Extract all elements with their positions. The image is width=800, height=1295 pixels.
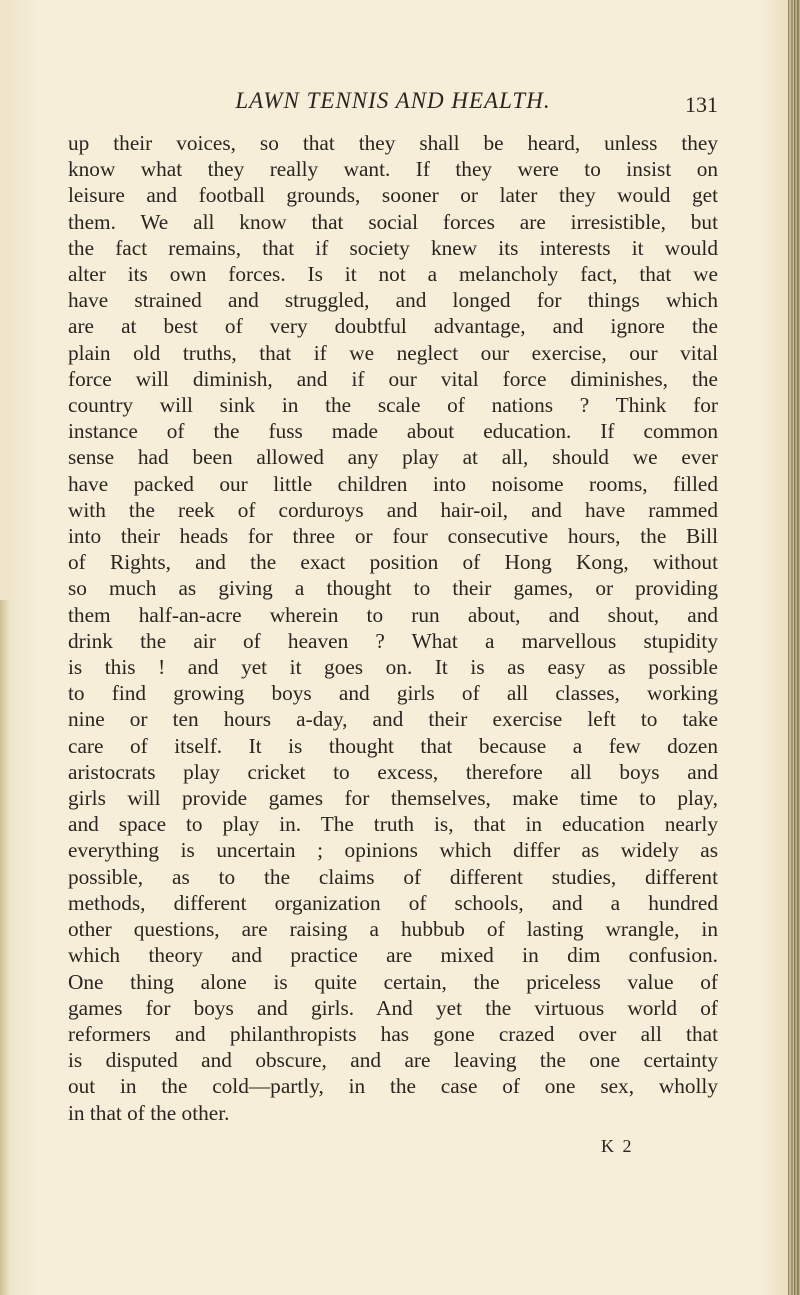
text-line: aristocrats play cricket to excess, therefore all boys and (68, 759, 718, 784)
text-line: instance of the fuss made about education. If common (68, 419, 718, 444)
text-line: possible, as to the claims of different studies, different (68, 864, 718, 889)
text-line: to find growing boys and girls of all classes, working (68, 681, 718, 706)
page-gutter-shadow (0, 600, 10, 1295)
text-line: have packed our little children into noisome rooms, filled (68, 471, 718, 496)
text-line: into their heads for three or four consecutive hours, the Bill (68, 524, 718, 549)
text-line: is disputed and obscure, and are leaving the one certainty (68, 1048, 718, 1073)
text-line: leisure and football grounds, sooner or later they would get (68, 183, 718, 208)
signature-mark: K 2 (601, 1136, 634, 1156)
text-line: are at best of very doubtful advantage, and ignore the (68, 314, 718, 339)
text-line: know what they really want. If they were to insist on (68, 157, 718, 182)
text-line: with the reek of corduroys and hair-oil, and have rammed (68, 497, 718, 522)
text-line: games for boys and girls. And yet the virtuous world of (68, 995, 718, 1020)
text-line: care of itself. It is thought that because a few dozen (68, 733, 718, 758)
text-line: country will sink in the scale of nations ? Think for (68, 393, 718, 418)
text-line: alter its own forces. Is it not a melancholy fact, that we (68, 262, 718, 287)
text-line: girls will provide games for themselves, make time to play, (68, 786, 718, 811)
text-line: them. We all know that social forces are irresistible, but (68, 209, 718, 234)
text-line: reformers and philanthropists has gone crazed over all that (68, 1021, 718, 1046)
running-head-title: LAWN TENNIS AND HEALTH. (235, 88, 551, 113)
text-line: sense had been allowed any play at all, should we ever (68, 445, 718, 470)
text-line: so much as giving a thought to their games, or providing (68, 576, 718, 601)
text-line: of Rights, and the exact position of Hong Kong, without (68, 550, 718, 575)
text-line: methods, different organization of schools, and a hundred (68, 890, 718, 915)
text-line: them half-an-acre wherein to run about, and shout, and (68, 602, 718, 627)
text-line: force will diminish, and if our vital force diminishes, the (68, 366, 718, 391)
text-line: drink the air of heaven ? What a marvellous stupidity (68, 628, 718, 653)
text-line: out in the cold—partly, in the case of one sex, wholly (68, 1074, 718, 1099)
text-line: have strained and struggled, and longed for things which (68, 288, 718, 313)
page-number: 131 (685, 92, 718, 117)
text-line: everything is uncertain ; opinions which differ as widely as (68, 838, 718, 863)
running-head (68, 88, 718, 122)
text-line: is this ! and yet it goes on. It is as easy as possible (68, 655, 718, 680)
body-text (68, 130, 718, 1126)
text-line: One thing alone is quite certain, the priceless value of (68, 969, 718, 994)
text-line: and space to play in. The truth is, that in education nearly (68, 812, 718, 837)
text-line: which theory and practice are mixed in dim confusion. (68, 943, 718, 968)
text-line: up their voices, so that they shall be heard, unless they (68, 131, 718, 155)
text-line: plain old truths, that if we neglect our exercise, our vital (68, 340, 718, 365)
text-line: nine or ten hours a-day, and their exercise left to take (68, 707, 718, 732)
page-edge (788, 0, 800, 1295)
text-line: in that of the other. (68, 1100, 230, 1125)
text-line: other questions, are raising a hubbub of lasting wrangle, in (68, 917, 718, 942)
text-line: the fact remains, that if society knew its interests it would (68, 235, 718, 260)
